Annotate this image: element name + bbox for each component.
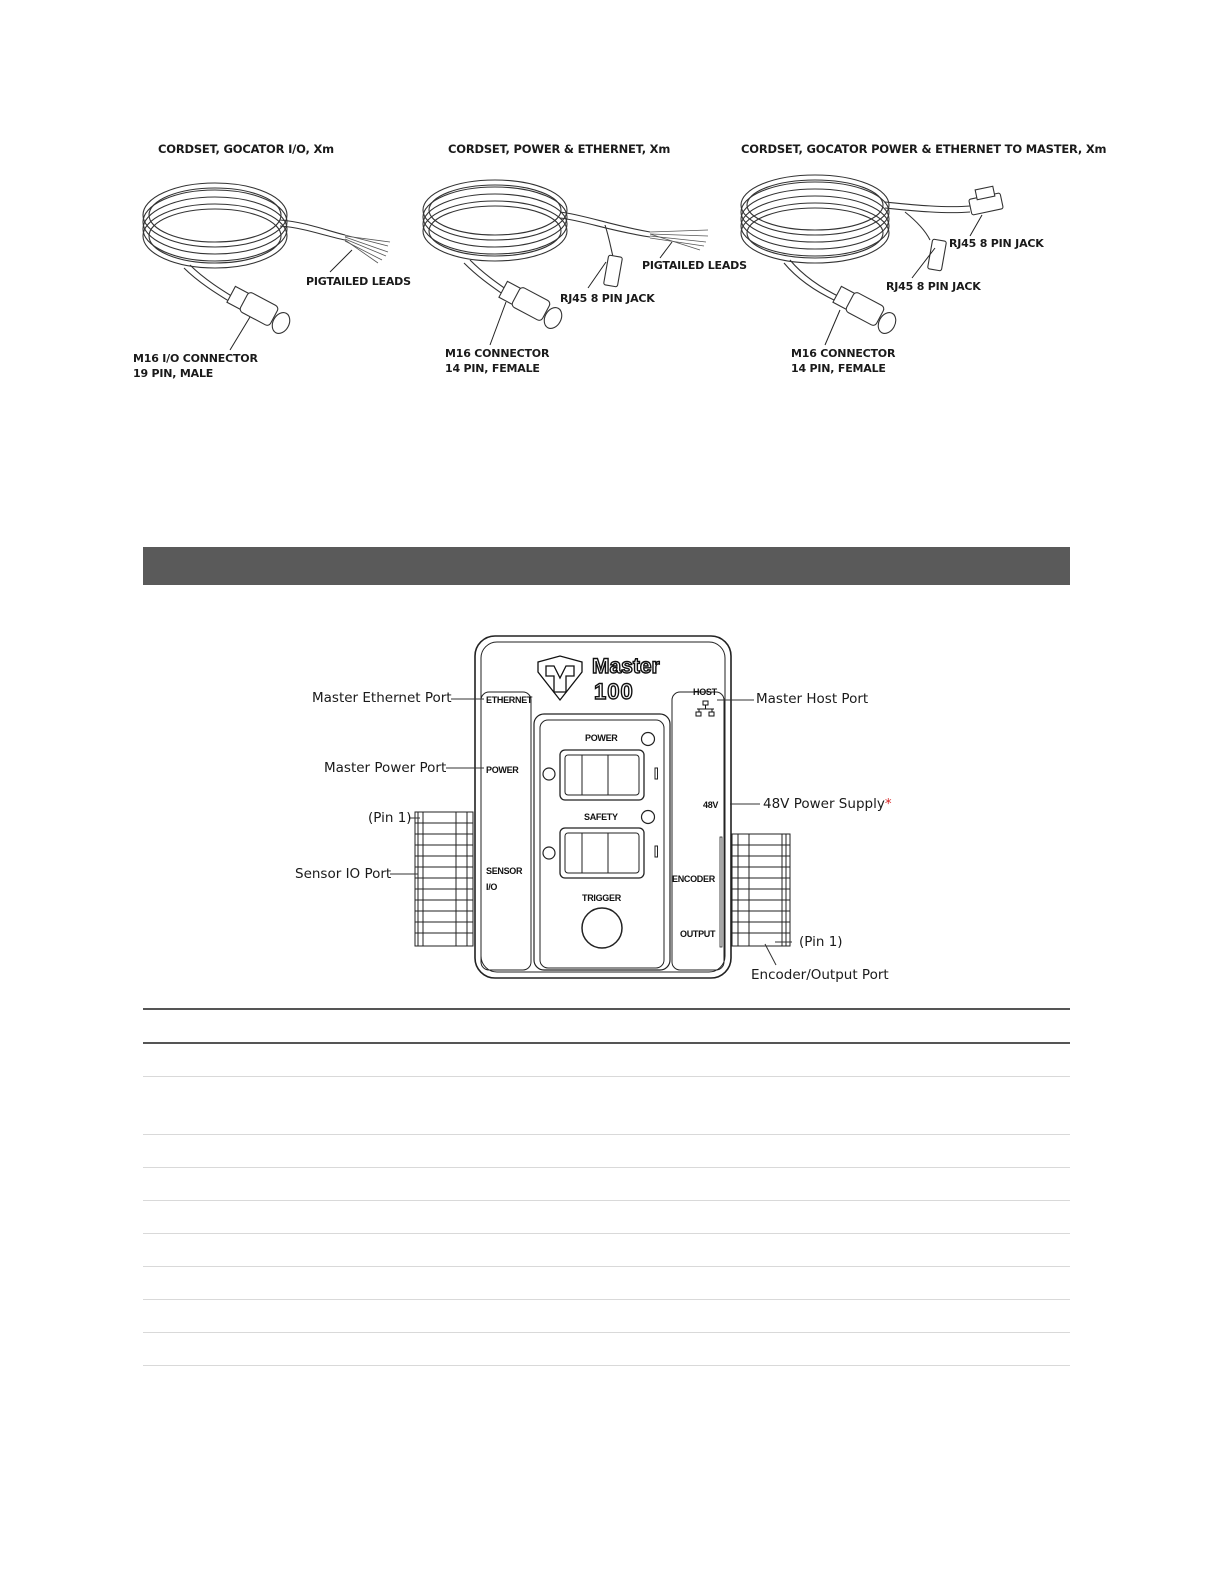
callout-power-port: Master Power Port (324, 760, 447, 776)
callout-ethernet-port: Master Ethernet Port (312, 690, 452, 706)
table-row-rule (143, 1233, 1070, 1234)
cordset-title: CORDSET, GOCATOR I/O, Xm (158, 142, 334, 156)
table-row-rule (143, 1365, 1070, 1366)
table-row-rule (143, 1332, 1070, 1333)
rj45-jack-label: RJ45 8 PIN JACK (949, 237, 1044, 250)
rj45-jack-label: RJ45 8 PIN JACK (886, 280, 981, 293)
table-top-rule (143, 1008, 1070, 1010)
output-panel-label: OUTPUT (680, 929, 716, 939)
connector-label: M16 CONNECTOR (791, 347, 896, 360)
callout-sensor-io-port: Sensor IO Port (295, 866, 392, 882)
table-row-rule (143, 1266, 1070, 1267)
power-led-label: POWER (585, 733, 618, 743)
brand-name: Master (592, 655, 660, 678)
table-row-rule (143, 1299, 1070, 1300)
power-panel-label: POWER (486, 765, 519, 775)
callout-power-supply (763, 796, 892, 812)
callout-pin1-right: (Pin 1) (799, 934, 843, 950)
encoder-panel-label: ENCODER (672, 874, 715, 884)
trigger-label: TRIGGER (582, 893, 621, 903)
brand-model: 100 (594, 679, 634, 704)
section-header-bar (143, 547, 1070, 585)
cordset-title: CORDSET, POWER & ETHERNET, Xm (448, 142, 671, 156)
callout-host-port: Master Host Port (756, 691, 869, 707)
power-supply-text: 48V Power Supply (763, 796, 885, 812)
host-panel-label: HOST (693, 687, 717, 697)
cordset-master-illustration (730, 160, 1050, 360)
ethernet-panel-label: ETHERNET (486, 695, 533, 705)
safety-label: SAFETY (584, 812, 618, 822)
io-panel-label: I/O (486, 882, 498, 892)
table-row-rule (143, 1076, 1070, 1077)
table-row-rule (143, 1134, 1070, 1135)
callout-encoder-output-port: Encoder/Output Port (751, 967, 889, 983)
connector-spec-label: 19 PIN, MALE (133, 367, 214, 380)
48v-panel-label: 48V (703, 800, 719, 810)
required-marker: * (884, 796, 892, 812)
connector-label: M16 I/O CONNECTOR (133, 352, 258, 365)
sensor-panel-label: SENSOR (486, 866, 523, 876)
table-row-rule (143, 1200, 1070, 1201)
cordset-title: CORDSET, GOCATOR POWER & ETHERNET TO MASTER, Xm (741, 142, 1107, 156)
table-row-rule (143, 1167, 1070, 1168)
pigtailed-leads-label: PIGTAILED LEADS (306, 275, 411, 288)
connector-spec-label: 14 PIN, FEMALE (791, 362, 886, 375)
callout-pin1-left: (Pin 1) (368, 810, 412, 826)
callout-leader-lines (380, 690, 800, 980)
pigtailed-leads-label: PIGTAILED LEADS (642, 259, 747, 272)
connector-spec-label: 14 PIN, FEMALE (445, 362, 540, 375)
cordset-io-illustration (130, 160, 420, 360)
connector-label: M16 CONNECTOR (445, 347, 550, 360)
table-header-rule (143, 1042, 1070, 1044)
rj45-jack-label: RJ45 8 PIN JACK (560, 292, 655, 305)
